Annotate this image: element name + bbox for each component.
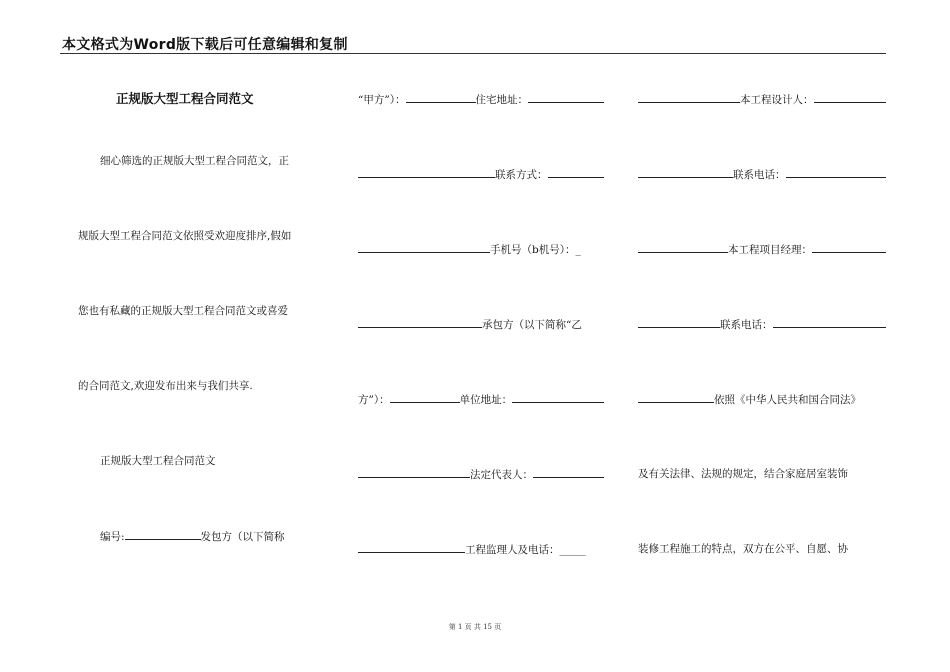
form-line [358, 242, 604, 256]
paragraph-line: 细心筛选的正规版大型工程合同范文，正 [100, 155, 289, 167]
blank-field [773, 317, 887, 328]
project-manager-label: 本工程项目经理： [728, 244, 812, 256]
blank-field [786, 167, 887, 178]
form-line [638, 167, 886, 181]
paragraph-line: 及有关法律、法规的规定，结合家庭居室装饰 [638, 468, 848, 480]
form-line [358, 167, 604, 181]
form-line [638, 92, 886, 106]
blank-field [814, 92, 887, 103]
blank-field [533, 467, 604, 478]
designer-label: 本工程设计人： [740, 94, 814, 106]
blank-field [548, 167, 605, 178]
paragraph-line: 装修工程施工的特点，双方在公平、自愿、协 [638, 543, 848, 555]
paragraph-line: 规版大型工程合同范文依照受欢迎度排序,假如 [78, 230, 292, 242]
blank-field [812, 242, 886, 253]
blank-field [358, 167, 495, 178]
form-line [358, 467, 604, 481]
contractor-label: 承包方（以下简称“乙 [482, 319, 582, 331]
residence-address-label: 住宅地址： [475, 94, 528, 106]
blank-field [638, 392, 714, 403]
blank-field [512, 392, 604, 403]
blank-field [638, 167, 733, 178]
header-divider [60, 53, 886, 54]
blank-field [638, 317, 720, 328]
legal-rep-label: 法定代表人： [470, 469, 533, 481]
phone-label: 联系电话： [720, 319, 773, 331]
paragraph-line: 的合同范文,欢迎发布出来与我们共享. [78, 380, 253, 392]
blank-field [358, 242, 490, 253]
form-line [638, 392, 886, 406]
blank-field [358, 467, 470, 478]
contact-label: 联系方式： [495, 169, 548, 181]
blank-field [638, 242, 728, 253]
contract-number-line [100, 529, 285, 543]
blank-field [406, 92, 476, 103]
form-line [638, 242, 886, 256]
form-line [358, 317, 604, 331]
blank-field [528, 92, 604, 103]
party-a-label: “甲方”）： [358, 94, 406, 106]
company-address-label: 单位地址： [459, 394, 513, 406]
contract-number-label: 编号: [100, 531, 125, 543]
supervisor-label: 工程监理人及电话：_____ [465, 544, 586, 556]
page-footer: 第 1 页 共 15 页 [448, 623, 502, 631]
party-b-label: 方”）： [358, 394, 390, 406]
document-header-title: 本文格式为Word版下载后可任意编辑和复制 [62, 37, 348, 53]
form-line [358, 392, 604, 406]
phone-label: 联系电话： [733, 169, 786, 181]
blank-field [390, 392, 460, 403]
form-line [638, 317, 886, 331]
blank-field [358, 542, 465, 553]
document-title: 正规版大型工程合同范文 [116, 91, 254, 106]
paragraph-line: 您也有私藏的正规版大型工程合同范文或喜爱 [78, 305, 288, 317]
mobile-label: 手机号（b机号）：_ [490, 244, 581, 256]
blank-field [358, 317, 482, 328]
contract-law-text: 依照《中华人民共和国合同法》 [714, 394, 861, 406]
employer-label: 发包方（以下简称 [200, 531, 285, 543]
form-line [358, 92, 604, 106]
subheading: 正规版大型工程合同范文 [100, 455, 216, 467]
blank-field [638, 92, 740, 103]
blank-field [125, 529, 201, 540]
form-line [358, 542, 604, 556]
